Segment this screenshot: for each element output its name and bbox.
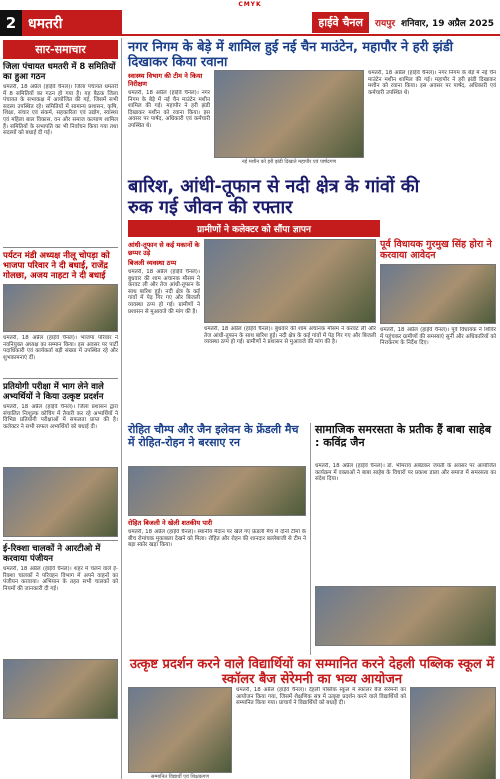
lead-photo-block <box>214 70 364 174</box>
cricket-story <box>128 423 306 655</box>
storm-photo-block <box>204 239 376 423</box>
storm-bullet: बिजली व्यवस्था ठप्प <box>128 259 177 267</box>
left-news-column <box>0 38 122 779</box>
story-body: धमतरी, 18 अप्रैल (हाईवे चैनल)। जिला प्रशासन द्वारा संचालित निःशुल्क कोचिंग में तैयारी कर रहे अभ्यर्थियों ने विभिन्न प्रतियोगी परीक्षाओं में सफलता प्राप्त की है। कलेक्टर ने सभी सफल अभ्यर्थियों को बधाई दी। <box>3 404 118 430</box>
registration-marks: CMYK <box>238 1 262 8</box>
divider <box>3 378 118 379</box>
lead-side-column <box>128 70 210 174</box>
samaj-photo <box>315 586 496 646</box>
lead-body-continued: धमतरी, 18 अप्रैल (हाईवे चैनल)। नगर निगम के बेड़े में नई चैन माउंटेन मशीन शामिल की गई। महापौर ने हरी झंडी दिखाकर मशीन को रवाना किया। इस अवसर पर पार्षद, अधिकारी एवं कर्मचारी उपस्थित थे। <box>368 70 496 96</box>
storm-headline: बारिश, आंधी-तूफान से नदी क्षेत्र के गांवों की रुक गई जीवन की रफ्तार <box>128 176 420 218</box>
middle-stories <box>124 423 500 655</box>
cricket-photo <box>128 466 306 516</box>
divider <box>3 540 118 541</box>
side-headline: स्वास्थ्य विभाग की टीम ने किया निरीक्षण <box>128 72 203 88</box>
story-body: धमतरी, 18 अप्रैल (हाईवे चैनल)। जिला पंचायत धमतरी में 8 समितियों का गठन हो गया है। यह बैठक जिला पंचायत के सभाकक्ष में आयोजित की गई, जिसमें सभी सदस्य उपस्थित रहे। समितियों में सामान्य प्रशासन, कृषि, शिक्षा, संचार एवं संकर्म, सहकारिता एवं उद्योग, स्वास्थ्य एवं महिला बाल विकास, वन और समाज कल्याण शामिल हैं। समितियों के सभापति का भी निर्वाचन किया गया तथा सदस्यों को बधाई दी गई। <box>3 84 118 137</box>
storm-subheadline: ग्रामीणों ने कलेक्टर को सौंपा ज्ञापन <box>128 220 380 237</box>
cricket-body: धमतरी, 18 अप्रैल (हाईवे चैनल)। स्थानीय मैदान पर खेले गए फ्रेंडली मैच में दोनों टीमों के बीच रोमांचक मुकाबला देखने को मिला। रोहित और रोहन की शानदार बल्लेबाजी से टीम ने बड़ा स्कोर खड़ा किया। <box>128 529 306 549</box>
divider <box>3 247 118 248</box>
header-section-block <box>0 10 122 36</box>
lead-headline: नगर निगम के बेड़े में शामिल हुई नई चैन माउंटेन, महापौर ने हरी झंडी दिखाकर किया रवाना <box>128 40 454 70</box>
school-headline: उत्कृष्ट प्रदर्शन करने वाले विद्यार्थियों का सम्मानित करने देहली पब्लिक स्कूल में स्कॉलर बैज सेरेमनी का भव्य आयोजन <box>129 657 495 687</box>
story-headline: प्रतियोगी परीक्षा में भाग लेने वाले अभ्यर्थियों ने किया उत्कृष्ट प्रदर्शन <box>3 382 104 402</box>
mla-story <box>380 239 496 423</box>
mla-body: धमतरी, 18 अप्रैल (हाईवे चैनल)। पूर्व विधायक ने शिविर में पहुंचकर ग्रामीणों की समस्याएं सुनीं और अधिकारियों को निराकरण के निर्देश दिए। <box>380 327 496 347</box>
samaj-headline: सामाजिक समरसता के प्रतीक हैं बाबा साहेब : कविंद्र जैन <box>315 423 491 449</box>
news-brief-title: सार-समाचार <box>3 40 118 59</box>
story-headline: जिला पंचायत धमतरी में 8 समितियों का हुआ गठन <box>3 62 116 82</box>
storm-story <box>124 239 500 423</box>
lead-story <box>124 70 500 174</box>
storm-column <box>128 239 200 423</box>
story-headline: पर्यटन मंडी अध्यक्ष नीलू चोपड़ा को भाजपा परिवार ने दी बधाई, राजेंद्र गोलछा, अजय नाहटा ने दी बधाई <box>3 251 110 281</box>
mla-photo <box>380 264 496 324</box>
storm-bullet: आंधी-तूफान से कई मकानों के छप्पर उड़े <box>128 241 200 257</box>
main-news-area <box>124 38 500 779</box>
e-rickshaw-photo <box>3 659 118 719</box>
cricket-headline: रोहित चौम्प और जैन इलेवन के फ्रेंडली मैच में रोहित-रोहन ने बरसाए रन <box>128 423 299 449</box>
samaj-body: धमतरी, 18 अप्रैल (हाईवे चैनल)। डॉ. भीमराव अंबेडकर जयंती के अवसर पर आयोजित कार्यक्रम में वक्ताओं ने बाबा साहेब के विचारों पर प्रकाश डाला और समाज में समरसता का संदेश दिया। <box>315 463 496 483</box>
samaj-story <box>310 423 496 655</box>
story-body: धमतरी, 18 अप्रैल (हाईवे चैनल)। शहर में चलने वाले ई-रिक्शा चालकों ने परिवहन विभाग में अपने वाहनों का पंजीयन करवाया। अभियान के तहत सभी चालकों को नियमों की जानकारी दी गई। <box>3 566 118 592</box>
page-header <box>0 10 500 36</box>
brand-name: हाईवे चैनल <box>312 12 369 33</box>
storm-body-continued: धमतरी, 18 अप्रैल (हाईवे चैनल)। बुधवार की शाम अचानक मौसम ने करवट ली और तेज आंधी-तूफान के साथ बारिश हुई। नदी क्षेत्र के कई गांवों में पेड़ गिर गए और बिजली व्यवस्था ठप्प हो गई। ग्रामीणों ने प्रशासन से मुआवजे की मांग की है। <box>204 326 376 346</box>
issue-date: शनिवार, 19 अप्रैल 2025 <box>401 18 494 29</box>
cricket-bullet: रोहित बिजली ने खेली शतकीय पारी <box>128 519 213 527</box>
school-body: धमतरी, 18 अप्रैल (हाईवे चैनल)। देहली पब्लिक स्कूल में स्कॉलर बैज सेरेमनी का आयोजन किया गया, जिसमें शैक्षणिक सत्र में उत्कृष्ट प्रदर्शन करने वाले विद्यार्थियों को सम्मानित किया गया। प्राचार्य ने विद्यार्थियों को बधाई दी। <box>236 687 406 707</box>
school-award-photo <box>410 687 496 779</box>
story-body: धमतरी, 18 अप्रैल (हाईवे चैनल)। भाजपा परिवार ने नवनियुक्त अध्यक्ष का सम्मान किया। इस अवसर पर पार्टी पदाधिकारी एवं कार्यकर्ता बड़ी संख्या में उपस्थित रहे और शुभकामनाएं दीं। <box>3 335 118 361</box>
section-title: धमतरी <box>28 15 63 32</box>
city-name: रायपुर <box>375 18 396 29</box>
school-photo-block <box>128 687 232 779</box>
story-headline: ई-रिक्शा चालकों ने आरटीओ में करवाया पंजीयन <box>3 544 101 564</box>
photo-caption: नई मशीन को हरी झंडी दिखाते महापौर एवं पार्षदगण <box>241 159 337 165</box>
header-masthead <box>122 10 500 36</box>
photo-caption: सम्मानित विद्यार्थी एवं शिक्षकगण <box>151 774 209 779</box>
chain-mountain-photo <box>214 70 364 158</box>
candidate-photo <box>3 467 118 537</box>
group-photo <box>3 284 118 332</box>
school-story <box>124 687 500 779</box>
school-photo <box>128 687 232 773</box>
storm-damage-photo <box>204 239 376 323</box>
page-number: 2 <box>0 10 22 36</box>
mla-headline: पूर्व विधायक गुरमुख सिंह होरा ने करवाया आवेदन <box>380 239 492 261</box>
lead-body: धमतरी, 18 अप्रैल (हाईवे चैनल)। नगर निगम के बेड़े में नई चैन माउंटेन मशीन शामिल की गई। महापौर ने हरी झंडी दिखाकर मशीन को रवाना किया। इस अवसर पर पार्षद, अधिकारी एवं कर्मचारी उपस्थित थे। <box>128 90 210 129</box>
storm-body: धमतरी, 18 अप्रैल (हाईवे चैनल)। बुधवार की शाम अचानक मौसम ने करवट ली और तेज आंधी-तूफान के साथ बारिश हुई। नदी क्षेत्र के कई गांवों में पेड़ गिर गए और बिजली व्यवस्था ठप्प हो गई। ग्रामीणों ने प्रशासन से मुआवजे की मांग की है। <box>128 269 200 315</box>
